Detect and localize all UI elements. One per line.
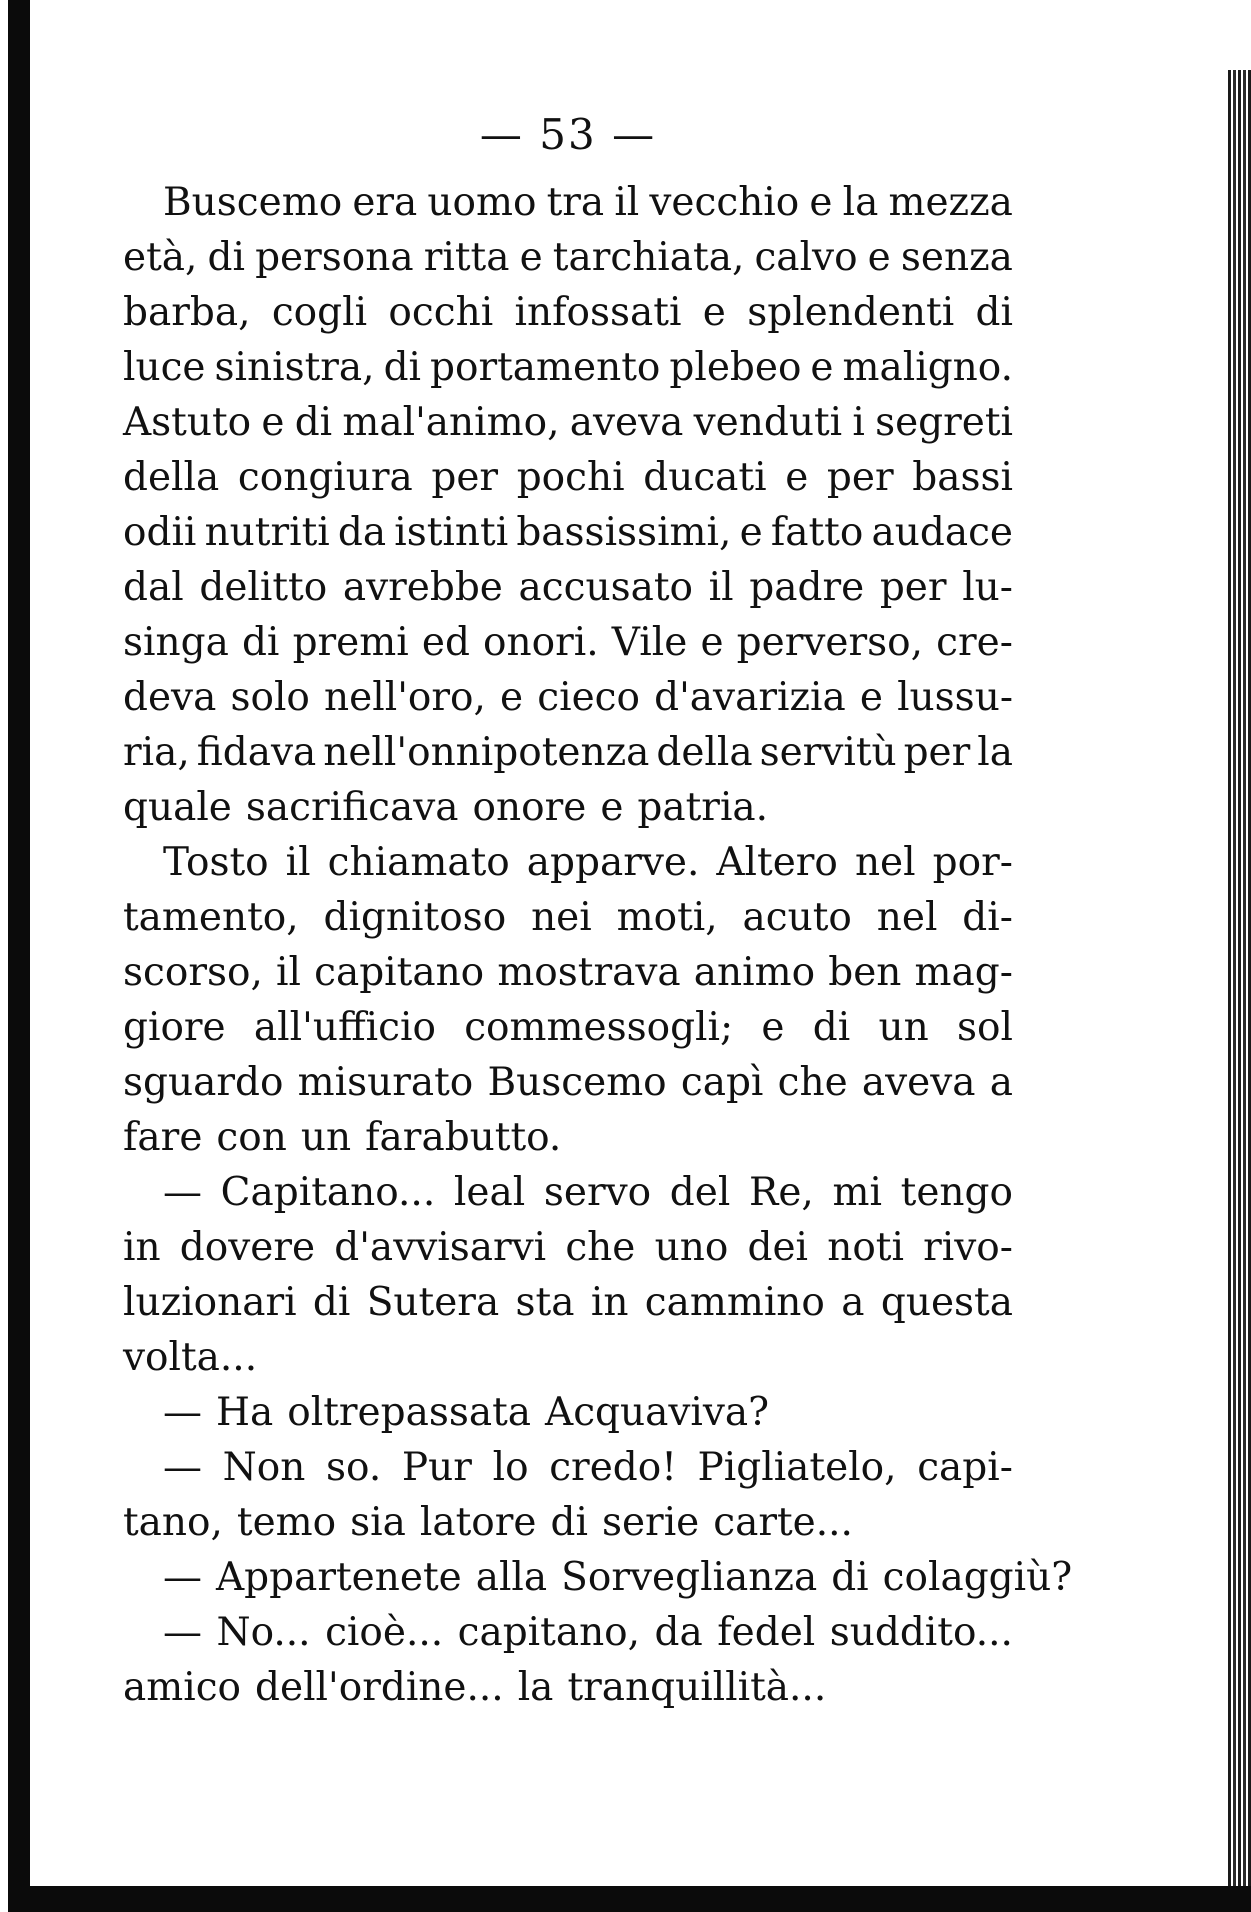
text-line: amico dell'ordine... la tranquillità...	[123, 1665, 827, 1710]
text-line: sguardo misurato Buscemo capì che aveva a	[123, 1060, 1013, 1105]
text-line: deva solo nell'oro, e cieco d'avarizia e lussu-	[123, 675, 1013, 720]
text-line: tano, temo sia latore di serie carte...	[123, 1500, 853, 1545]
paragraph	[123, 835, 1013, 1165]
text-line: Astuto e di mal'animo, aveva venduti i segreti	[123, 400, 1013, 445]
text-line: scorso, il capitano mostrava animo ben mag-	[123, 950, 1013, 995]
page-text	[123, 95, 1073, 1715]
text-line: — Non so. Pur lo credo! Pigliatelo, capi-	[163, 1445, 1013, 1490]
text-line: età, di persona ritta e tarchiata, calvo e senza	[123, 235, 1013, 280]
text-line: della congiura per pochi ducati e per bassi	[123, 455, 1013, 500]
paragraph	[123, 1385, 1013, 1440]
scan-left-edge	[8, 0, 30, 1912]
page-number: — 53 —	[479, 110, 657, 159]
text-line: in dovere d'avvisarvi che uno dei noti rivo-	[123, 1225, 1013, 1270]
scan-right-edge	[1228, 70, 1251, 1912]
paragraph	[123, 1165, 1013, 1385]
text-line: dal delitto avrebbe accusato il padre per lu-	[123, 565, 1013, 610]
text-line: — Appartenete alla Sorveglianza di colaggiù?	[163, 1555, 1073, 1600]
paragraph	[123, 1440, 1013, 1550]
body-text	[123, 175, 1073, 1715]
text-line: Buscemo era uomo tra il vecchio e la mezza	[163, 180, 1013, 225]
text-line: volta...	[123, 1335, 258, 1380]
text-line: quale sacrificava onore e patria.	[123, 785, 769, 830]
text-line: odii nutriti da istinti bassissimi, e fatto audace	[123, 510, 1013, 555]
text-line: luce sinistra, di portamento plebeo e maligno.	[123, 345, 1013, 390]
text-line: fare con un farabutto.	[123, 1115, 562, 1160]
paragraph	[123, 1605, 1013, 1715]
text-line: — No... cioè... capitano, da fedel suddito...	[163, 1610, 1013, 1655]
text-line: — Capitano... leal servo del Re, mi tengo	[163, 1170, 1013, 1215]
text-line: — Ha oltrepassata Acquaviva?	[163, 1390, 770, 1435]
text-line: singa di premi ed onori. Vile e perverso, cre-	[123, 620, 1013, 665]
text-line: ria, fidava nell'onnipotenza della servitù per la	[123, 730, 1013, 775]
text-line: tamento, dignitoso nei moti, acuto nel di-	[123, 895, 1013, 940]
text-line: luzionari di Sutera sta in cammino a questa	[123, 1280, 1013, 1325]
scan-bottom-edge	[8, 1886, 1251, 1912]
text-line: barba, cogli occhi infossati e splendenti di	[123, 290, 1013, 335]
text-line: giore all'ufficio commessogli; e di un sol	[123, 1005, 1013, 1050]
paragraph	[123, 1550, 1073, 1605]
paragraph	[123, 175, 1013, 835]
text-line: Tosto il chiamato apparve. Altero nel por-	[163, 840, 1013, 885]
